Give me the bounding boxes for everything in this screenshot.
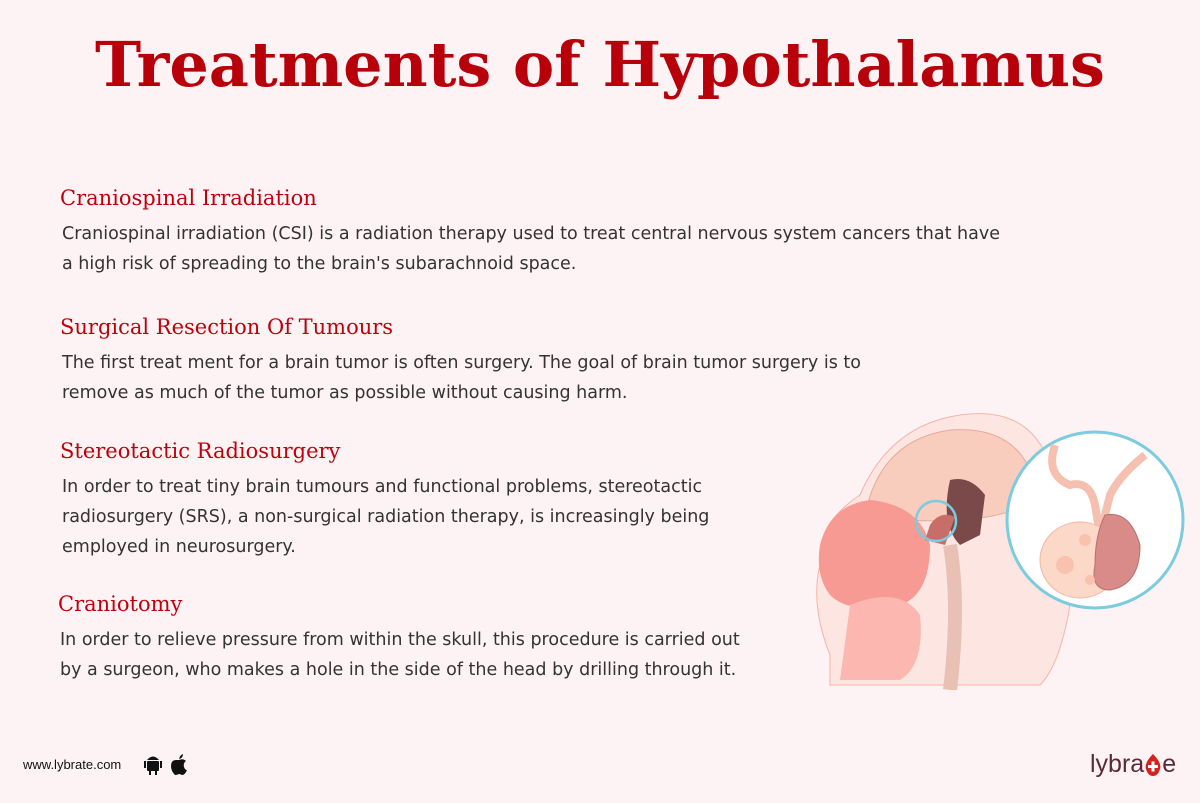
section-stereotactic-radiosurgery — [60, 436, 800, 562]
text-line: by a surgeon, who makes a hole in the side of the head by drilling through it. — [60, 660, 737, 680]
text-line: In order to relieve pressure from within the skull, this procedure is carried out — [60, 630, 740, 650]
text-line: radiosurgery (SRS), a non-surgical radiation therapy, is increasingly being — [62, 507, 710, 527]
app-store-icons — [144, 754, 188, 776]
text-line: Craniospinal irradiation (CSI) is a radiation therapy used to treat central nervous system cancers that have — [62, 224, 1000, 244]
logo-text: lybra — [1090, 750, 1145, 778]
section-craniotomy — [58, 589, 818, 685]
website-link[interactable]: www.lybrate.com — [23, 757, 122, 772]
text-line: In order to treat tiny brain tumours and functional problems, stereotactic — [62, 477, 703, 497]
logo-text: e — [1162, 750, 1177, 778]
section-text — [60, 625, 818, 685]
section-heading: Stereotactic Radiosurgery — [60, 439, 341, 463]
section-text — [62, 219, 1080, 279]
text-line: The first treat ment for a brain tumor is often surgery. The goal of brain tumor surgery is to — [62, 353, 861, 373]
apple-icon[interactable] — [170, 754, 188, 776]
section-heading: Craniospinal Irradiation — [60, 186, 317, 210]
section-heading: Surgical Resection Of Tumours — [60, 315, 394, 339]
page-title: Treatments of Hypothalamus — [95, 28, 1105, 101]
lybrate-logo[interactable] — [1090, 750, 1176, 779]
text-line: employed in neurosurgery. — [62, 537, 296, 557]
text-line: remove as much of the tumor as possible without causing harm. — [62, 383, 628, 403]
head-brain-illustration — [810, 405, 1190, 690]
section-heading: Craniotomy — [58, 592, 183, 616]
android-icon[interactable] — [144, 754, 162, 776]
section-craniospinal-irradiation — [60, 183, 1080, 279]
text-line: a high risk of spreading to the brain's subarachnoid space. — [62, 254, 577, 274]
section-text — [62, 348, 960, 408]
section-text — [62, 472, 800, 562]
section-surgical-resection — [60, 312, 960, 408]
plus-drop-icon — [1144, 753, 1162, 777]
